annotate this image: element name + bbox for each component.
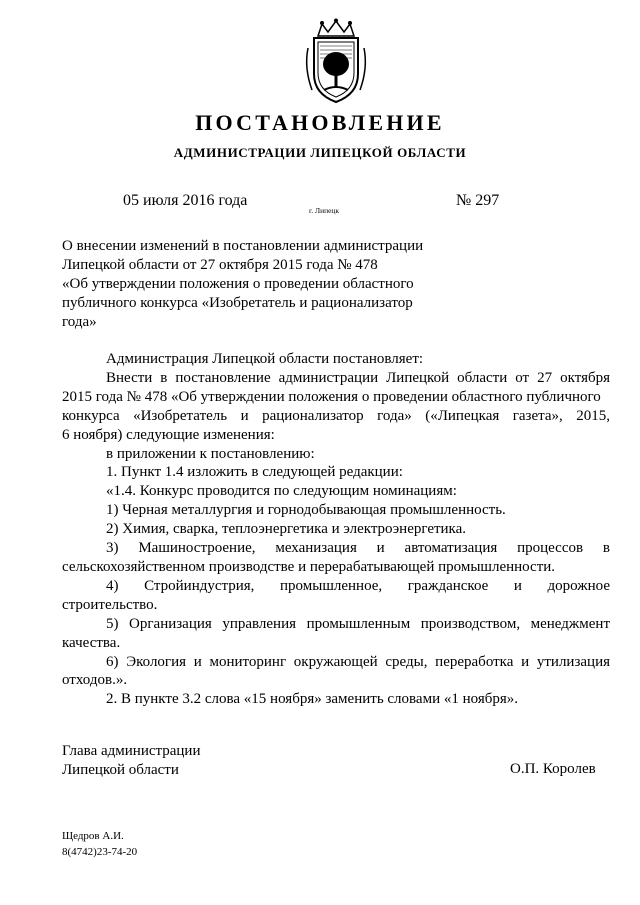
body-line: 6 ноября) следующие изменения: bbox=[62, 426, 275, 443]
signatory-position-line: Липецкой области bbox=[62, 762, 179, 778]
document-body bbox=[62, 350, 610, 709]
body-line: Внести в постановление администрации Липецкой области от 27 октября bbox=[106, 369, 610, 386]
coat-of-arms-icon bbox=[296, 18, 376, 106]
body-line: в приложении к постановлению: bbox=[106, 445, 315, 462]
body-line: строительство. bbox=[62, 596, 158, 613]
body-line: 1. Пункт 1.4 изложить в следующей редакции: bbox=[106, 464, 403, 481]
subject-line: публичного конкурса «Изобретатель и рационализатор bbox=[62, 295, 413, 311]
body-line: 2. В пункте 3.2 слова «15 ноября» заменить словами «1 ноября». bbox=[106, 691, 519, 708]
subject-line: «Об утверждении положения о проведении областного bbox=[62, 276, 414, 292]
body-line: «1.4. Конкурс проводится по следующим номинациям: bbox=[106, 483, 457, 500]
body-line: 6) Экология и мониторинг окружающей среды, переработка и утилизация bbox=[106, 653, 610, 670]
body-line: 5) Организация управления промышленным производством, менеджмент bbox=[106, 615, 610, 632]
body-line: 1) Черная металлургия и горнодобывающая промышленность. bbox=[106, 502, 506, 519]
document-number: № 297 bbox=[456, 192, 500, 209]
executor-info bbox=[62, 828, 137, 860]
body-line: 4) Стройиндустрия, промышленное, гражданское и дорожное bbox=[106, 577, 610, 594]
body-line: 3) Машиностроение, механизация и автоматизация процессов в bbox=[106, 540, 610, 557]
document-city: г. Липецк bbox=[309, 206, 340, 215]
subject-line: О внесении изменений в постановлении администрации bbox=[62, 238, 424, 254]
document-subtitle: АДМИНИСТРАЦИИ ЛИПЕЦКОЙ ОБЛАСТИ bbox=[173, 145, 467, 160]
subject-line: Липецкой области от 27 октября 2015 года № 478 bbox=[62, 257, 378, 273]
subject-line: года» bbox=[62, 314, 97, 330]
signatory-position bbox=[62, 742, 200, 780]
executor-name: Щедров А.И. bbox=[62, 830, 124, 842]
document-title: ПОСТАНОВЛЕНИЕ bbox=[195, 110, 445, 135]
body-line: Администрация Липецкой области постановляет: bbox=[106, 351, 424, 367]
signatory-position-line: Глава администрации bbox=[62, 743, 201, 759]
executor-phone: 8(4742)23-74-20 bbox=[62, 846, 138, 858]
document-subject bbox=[62, 237, 442, 332]
body-line: 2) Химия, сварка, теплоэнергетика и электроэнергетика. bbox=[106, 521, 467, 538]
body-line: сельскохозяйственном производстве и перерабатывающей промышленности. bbox=[62, 558, 556, 575]
body-line: отходов.». bbox=[62, 672, 128, 689]
body-line: конкурса «Изобретатель и рационализатор года» («Липецкая газета», 2015, bbox=[62, 407, 610, 424]
body-line: качества. bbox=[62, 634, 121, 651]
body-line: 2015 года № 478 «Об утверждении положения о проведении областного публичного bbox=[62, 388, 601, 405]
document-date: 05 июля 2016 года bbox=[123, 192, 248, 209]
signatory-name: О.П. Королев bbox=[510, 761, 596, 777]
